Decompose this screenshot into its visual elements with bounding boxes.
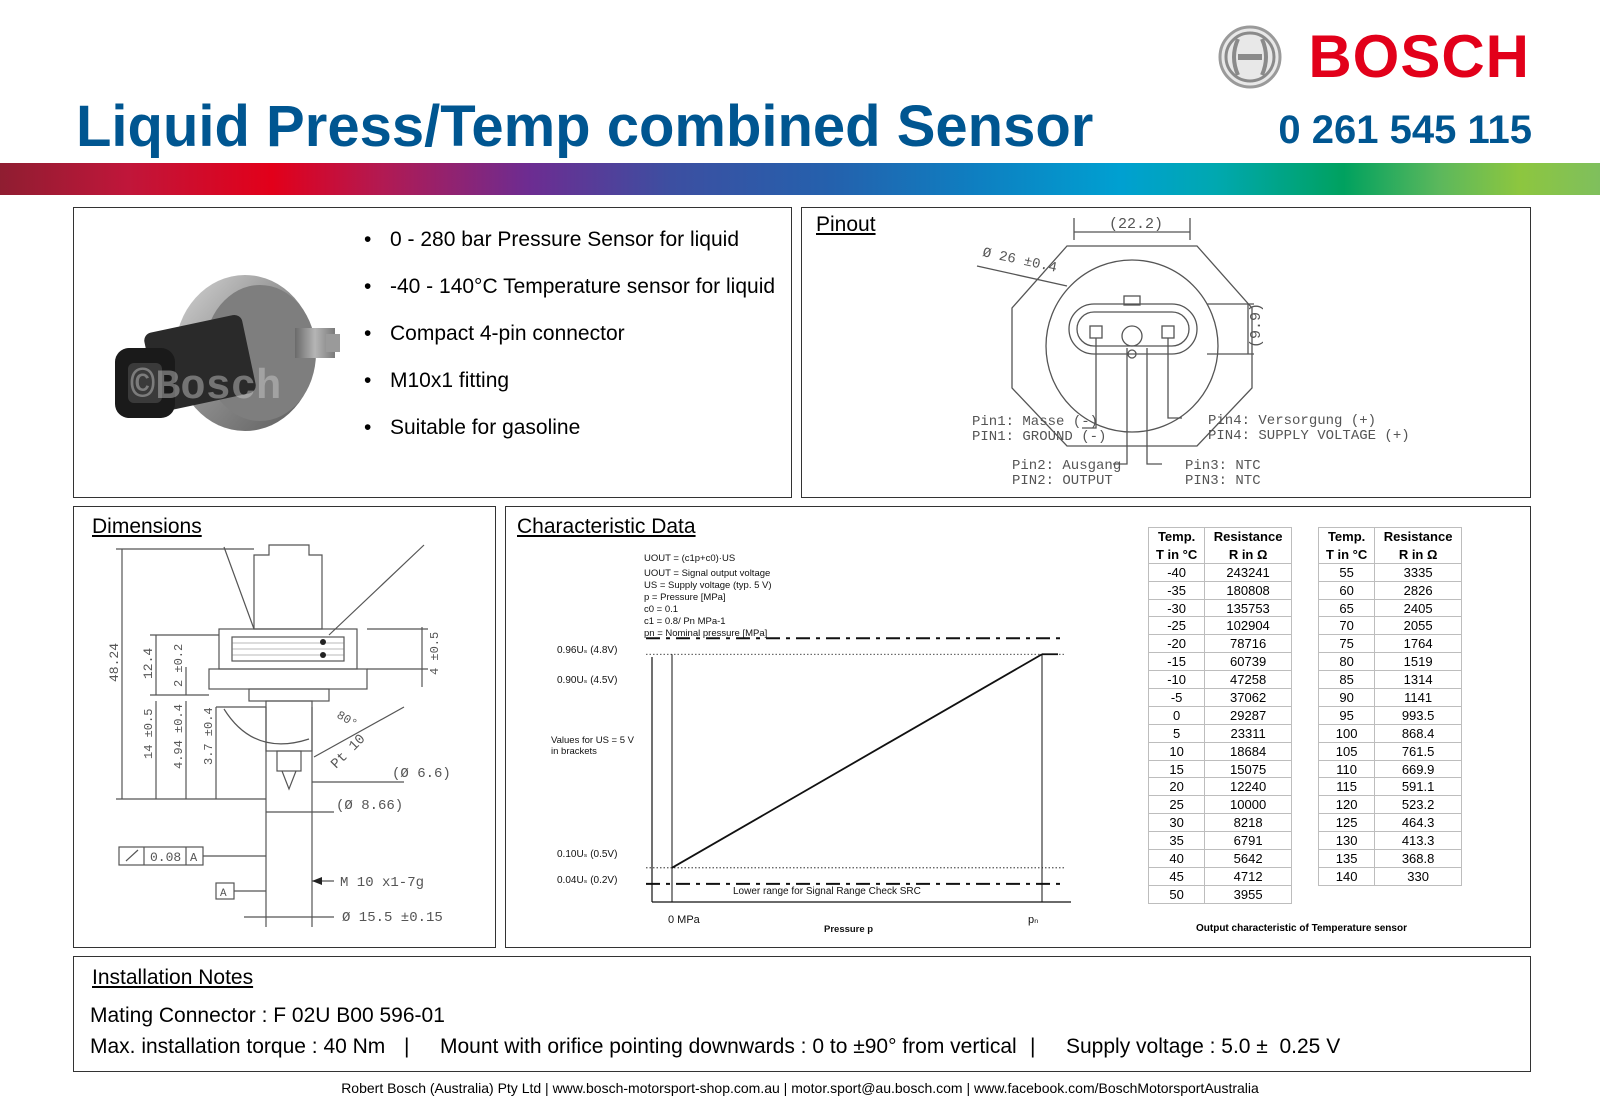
table-row — [1149, 671, 1292, 689]
temp-cell: -35 — [1149, 581, 1205, 599]
formula-line: UOUT = Signal output voltage — [644, 568, 771, 579]
temp-cell: 105 — [1319, 742, 1375, 760]
table-row — [1319, 689, 1462, 707]
resistance-cell: 78716 — [1205, 635, 1292, 653]
resistance-cell: 1519 — [1375, 653, 1462, 671]
resistance-cell: 12240 — [1205, 778, 1292, 796]
resistance-cell: 3335 — [1375, 563, 1462, 581]
pinout-drawing — [802, 208, 1528, 495]
resistance-cell: 330 — [1375, 867, 1462, 885]
temp-cell: 25 — [1149, 796, 1205, 814]
temp-cell: 45 — [1149, 867, 1205, 885]
table-row — [1319, 850, 1462, 868]
temp-cell: 90 — [1319, 689, 1375, 707]
temp-cell: 50 — [1149, 885, 1205, 903]
table-row — [1319, 635, 1462, 653]
dimensions-panel — [73, 506, 496, 948]
installation-panel — [73, 956, 1531, 1072]
temp-cell: 30 — [1149, 814, 1205, 832]
col-resistance: Resistance — [1375, 528, 1462, 546]
table-row — [1149, 617, 1292, 635]
temp-cell: -15 — [1149, 653, 1205, 671]
dimensions-title: Dimensions — [92, 515, 202, 538]
table-row — [1319, 832, 1462, 850]
temp-cell: 135 — [1319, 850, 1375, 868]
formula-line: US = Supply voltage (typ. 5 V) — [644, 580, 772, 591]
resistance-cell: 60739 — [1205, 653, 1292, 671]
pinout-panel — [801, 207, 1531, 498]
dim-3-7: 3.7 ±0.4 — [202, 707, 216, 765]
temp-cell: 40 — [1149, 850, 1205, 868]
dim-pt10: Pt 10 — [328, 731, 370, 773]
temp-cell: 65 — [1319, 599, 1375, 617]
resistance-cell: 37062 — [1205, 689, 1292, 707]
resistance-cell: 23311 — [1205, 724, 1292, 742]
dimensions-drawing — [74, 507, 493, 945]
feature-item: • M10x1 fitting — [364, 369, 775, 393]
temp-cell: 10 — [1149, 742, 1205, 760]
resistance-cell: 8218 — [1205, 814, 1292, 832]
table-row — [1149, 689, 1292, 707]
part-number: 0 261 545 115 — [1278, 108, 1532, 152]
note-separator: | — [1030, 1035, 1036, 1058]
y-label-lower-limit: 0.04Uₛ (0.2V) — [557, 875, 618, 886]
formula-line: p = Pressure [MPa] — [644, 592, 726, 603]
table-row — [1149, 814, 1292, 832]
resistance-cell: 15075 — [1205, 760, 1292, 778]
dim-thread: M 10 x1-7g — [340, 875, 425, 891]
resistance-cell: 2405 — [1375, 599, 1462, 617]
temp-cell: 5 — [1149, 724, 1205, 742]
temp-cell: 15 — [1149, 760, 1205, 778]
resistance-cell: 413.3 — [1375, 832, 1462, 850]
temp-cell: 0 — [1149, 706, 1205, 724]
table-row — [1149, 581, 1292, 599]
brand-logo — [1218, 22, 1530, 91]
product-photo — [90, 218, 360, 488]
pin3-de: Pin3: NTC — [1185, 458, 1261, 474]
brand-name: BOSCH — [1308, 23, 1530, 90]
x-tick-end: pₙ — [1028, 914, 1039, 926]
resistance-cell: 5642 — [1205, 850, 1292, 868]
torque-note: Max. installation torque : 40 Nm — [90, 1035, 386, 1058]
temp-cell: 35 — [1149, 832, 1205, 850]
dim-14: 14 ±0.5 — [142, 708, 156, 759]
temp-cell: 20 — [1149, 778, 1205, 796]
temp-cell: -25 — [1149, 617, 1205, 635]
temp-cell: 125 — [1319, 814, 1375, 832]
temp-cell: 140 — [1319, 867, 1375, 885]
feature-item: • -40 - 140°C Temperature sensor for liquid — [364, 275, 775, 299]
pin4-de: Pin4: Versorgung (+) — [1208, 413, 1377, 429]
bosch-armature-icon — [1218, 25, 1282, 89]
features-panel — [73, 207, 792, 498]
x-tick-start: 0 MPa — [668, 914, 700, 926]
resistance-cell: 135753 — [1205, 599, 1292, 617]
dim-4: 4 ±0.5 — [428, 631, 442, 675]
formula-line: pn = Nominal pressure [MPa] — [644, 628, 768, 639]
resistance-cell: 993.5 — [1375, 706, 1462, 724]
table-row — [1149, 867, 1292, 885]
pin2-de: Pin2: Ausgang — [1012, 458, 1122, 474]
page-title: Liquid Press/Temp combined Sensor — [76, 94, 1094, 159]
table-row — [1319, 599, 1462, 617]
temp-cell: -30 — [1149, 599, 1205, 617]
table-row — [1149, 635, 1292, 653]
table-row — [1149, 563, 1292, 581]
temp-cell: 70 — [1319, 617, 1375, 635]
col-resistance-unit: R in Ω — [1205, 545, 1292, 563]
resistance-cell: 1141 — [1375, 689, 1462, 707]
table-row — [1319, 760, 1462, 778]
dim-height: (9.9) — [1248, 302, 1265, 348]
table-row — [1149, 760, 1292, 778]
dim-48: 48.24 — [107, 642, 122, 682]
feature-list — [364, 228, 775, 463]
dim-width: (22.2) — [1109, 216, 1164, 233]
resistance-cell: 47258 — [1205, 671, 1292, 689]
photo-watermark: ©Bosch — [130, 363, 282, 411]
pinout-title: Pinout — [816, 213, 876, 236]
dim-tolerance: 0.08 — [150, 850, 182, 865]
series-line — [672, 654, 1042, 868]
temp-cell: -40 — [1149, 563, 1205, 581]
feature-item: • Suitable for gasoline — [364, 416, 775, 440]
formula-line: c1 = 0.8/ Pn MPa-1 — [644, 616, 726, 627]
resistance-cell: 669.9 — [1375, 760, 1462, 778]
col-temp: Temp. — [1319, 528, 1375, 546]
col-temp-unit: T in °C — [1149, 545, 1205, 563]
table-row — [1319, 563, 1462, 581]
y-label-upper-limit: 0.96Uₛ (4.8V) — [557, 645, 618, 656]
resistance-cell: 2055 — [1375, 617, 1462, 635]
resistance-cell: 1764 — [1375, 635, 1462, 653]
temp-table-2 — [1318, 527, 1462, 886]
resistance-cell: 10000 — [1205, 796, 1292, 814]
resistance-cell: 102904 — [1205, 617, 1292, 635]
dim-d8-66: (Ø 8.66) — [336, 798, 404, 814]
table-row — [1319, 796, 1462, 814]
table-row — [1149, 599, 1292, 617]
dim-12-4: 12.4 — [141, 647, 156, 679]
y-label-min: 0.10Uₛ (0.5V) — [557, 849, 618, 860]
table-row — [1319, 867, 1462, 885]
temp-cell: -5 — [1149, 689, 1205, 707]
table-row — [1319, 617, 1462, 635]
feature-item: • 0 - 280 bar Pressure Sensor for liquid — [364, 228, 775, 252]
resistance-cell: 6791 — [1205, 832, 1292, 850]
resistance-cell: 591.1 — [1375, 778, 1462, 796]
temp-cell: -20 — [1149, 635, 1205, 653]
col-resistance-unit: R in Ω — [1375, 545, 1462, 563]
resistance-cell: 368.8 — [1375, 850, 1462, 868]
table-row — [1319, 742, 1462, 760]
dim-diameter: Ø 26 ±0.4 — [980, 245, 1059, 277]
formula-line: c0 = 0.1 — [644, 604, 679, 615]
x-axis-label: Pressure p — [824, 924, 874, 935]
values-note: Values for US = 5 V — [551, 735, 634, 746]
values-note: in brackets — [551, 746, 597, 757]
temp-cell: 130 — [1319, 832, 1375, 850]
col-resistance: Resistance — [1205, 528, 1292, 546]
temp-cell: 75 — [1319, 635, 1375, 653]
table-row — [1149, 885, 1292, 903]
table-row — [1149, 724, 1292, 742]
resistance-cell: 2826 — [1375, 581, 1462, 599]
table-row — [1149, 653, 1292, 671]
characteristic-panel — [505, 506, 1531, 948]
temp-cell: 55 — [1319, 563, 1375, 581]
temp-cell: -10 — [1149, 671, 1205, 689]
temp-caption: Output characteristic of Temperature sensor — [1196, 923, 1407, 934]
table-row — [1149, 850, 1292, 868]
temp-cell: 85 — [1319, 671, 1375, 689]
datum-label: A — [220, 888, 227, 900]
resistance-cell: 3955 — [1205, 885, 1292, 903]
table-row — [1319, 814, 1462, 832]
temp-cell: 110 — [1319, 760, 1375, 778]
temp-cell: 115 — [1319, 778, 1375, 796]
table-row — [1319, 724, 1462, 742]
resistance-cell: 243241 — [1205, 563, 1292, 581]
resistance-cell: 523.2 — [1375, 796, 1462, 814]
table-row — [1149, 832, 1292, 850]
resistance-cell: 4712 — [1205, 867, 1292, 885]
col-temp-unit: T in °C — [1319, 545, 1375, 563]
color-band — [0, 163, 1600, 195]
col-temp: Temp. — [1149, 528, 1205, 546]
table-row — [1319, 581, 1462, 599]
feature-item: • Compact 4-pin connector — [364, 322, 775, 346]
table-row — [1319, 778, 1462, 796]
lower-range-label: Lower range for Signal Range Check SRC — [733, 886, 921, 897]
table-row — [1149, 796, 1292, 814]
table-row — [1149, 706, 1292, 724]
temp-cell: 120 — [1319, 796, 1375, 814]
table-row — [1319, 671, 1462, 689]
pin3-en: PIN3: NTC — [1185, 473, 1261, 489]
dim-4-94: 4.94 ±0.4 — [172, 704, 186, 769]
resistance-cell: 29287 — [1205, 706, 1292, 724]
resistance-cell: 464.3 — [1375, 814, 1462, 832]
resistance-cell: 1314 — [1375, 671, 1462, 689]
table-row — [1319, 706, 1462, 724]
pin2-en: PIN2: OUTPUT — [1012, 473, 1113, 489]
characteristic-title: Characteristic Data — [517, 515, 696, 538]
y-label-max: 0.90Uₛ (4.5V) — [557, 675, 618, 686]
table-row — [1319, 653, 1462, 671]
resistance-cell: 761.5 — [1375, 742, 1462, 760]
table-row — [1149, 742, 1292, 760]
table-row — [1149, 778, 1292, 796]
mating-connector: Mating Connector : F 02U B00 596-01 — [90, 1004, 445, 1027]
resistance-cell: 868.4 — [1375, 724, 1462, 742]
characteristic-chart — [506, 507, 1106, 947]
temp-cell: 60 — [1319, 581, 1375, 599]
temp-cell: 100 — [1319, 724, 1375, 742]
pin1-en: PIN1: GROUND (-) — [972, 429, 1107, 445]
temp-cell: 95 — [1319, 706, 1375, 724]
dim-tolerance-ref: A — [190, 851, 198, 865]
supply-note: Supply voltage : 5.0 ± 0.25 V — [1066, 1035, 1341, 1058]
dim-2: 2 ±0.2 — [172, 643, 186, 687]
temp-table-1 — [1148, 527, 1292, 904]
pin4-en: PIN4: SUPPLY VOLTAGE (+) — [1208, 428, 1410, 444]
installation-title: Installation Notes — [92, 966, 254, 989]
orientation-note: Mount with orifice pointing downwards : 0 to ±90° from vertical — [440, 1035, 1017, 1058]
temp-cell: 80 — [1319, 653, 1375, 671]
formula-line: UOUT = (c1p+c0)·US — [644, 553, 736, 564]
pin1-de: Pin1: Masse (-) — [972, 414, 1099, 430]
dim-d15-5: Ø 15.5 ±0.15 — [342, 910, 443, 926]
resistance-cell: 180808 — [1205, 581, 1292, 599]
dim-d6-6: (Ø 6.6) — [392, 766, 451, 782]
dim-80-deg: 80° — [334, 708, 360, 732]
note-separator: | — [404, 1035, 410, 1058]
resistance-cell: 18684 — [1205, 742, 1292, 760]
footer: Robert Bosch (Australia) Pty Ltd | www.bosch-motorsport-shop.com.au | motor.sport@au.bosch.com | www.facebook.com/BoschMotorsportAustralia — [341, 1080, 1259, 1096]
